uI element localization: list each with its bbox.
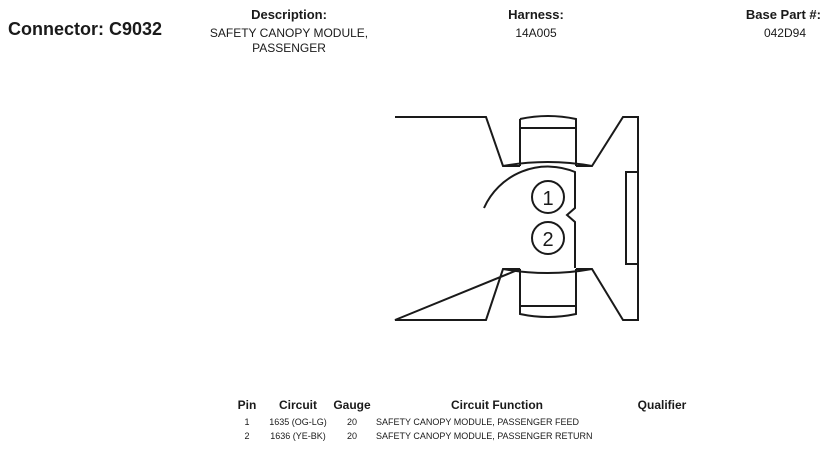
column-header-qualifier: Qualifier [637, 397, 687, 412]
row-circuit: 1635 (OG-LG) [269, 417, 327, 427]
column-header-circuit-function: Circuit Function [451, 397, 543, 412]
pin-table-header [230, 397, 702, 415]
row-qualifier [622, 415, 702, 429]
row-pin: 1 [244, 417, 250, 427]
base-part-value: 042D94 [763, 26, 806, 40]
row-pin: 2 [244, 431, 250, 441]
connector-side-tab [626, 172, 638, 264]
column-header-pin: Pin [237, 397, 257, 412]
harness-value: 14A005 [515, 26, 557, 40]
connector-right-housing [576, 117, 638, 320]
pin-2-label: 2 [542, 229, 554, 251]
pin-cavity-outline [484, 167, 575, 268]
connector-title: Connector: C9032 [8, 19, 163, 39]
harness-label: Harness: [508, 7, 564, 22]
pin-1-label: 1 [542, 188, 554, 210]
description-line-1: SAFETY CANOPY MODULE, [209, 26, 369, 40]
row-qualifier [622, 429, 702, 443]
row-circuit: 1636 (YE-BK) [270, 431, 326, 441]
description-label: Description: [251, 7, 327, 22]
base-part-label: Base Part #: [745, 7, 821, 22]
table-row [230, 429, 702, 443]
row-circuit-function: SAFETY CANOPY MODULE, PASSENGER FEED [376, 417, 580, 427]
row-gauge: 20 [346, 417, 357, 427]
row-gauge: 20 [346, 431, 357, 441]
column-header-circuit: Circuit [278, 397, 317, 412]
table-row [230, 415, 702, 429]
connector-left-housing [395, 117, 520, 320]
column-header-gauge: Gauge [333, 397, 371, 412]
row-circuit-function: SAFETY CANOPY MODULE, PASSENGER RETURN [376, 431, 593, 441]
description-line-2: PASSENGER [252, 41, 326, 55]
pin-table [230, 397, 702, 443]
